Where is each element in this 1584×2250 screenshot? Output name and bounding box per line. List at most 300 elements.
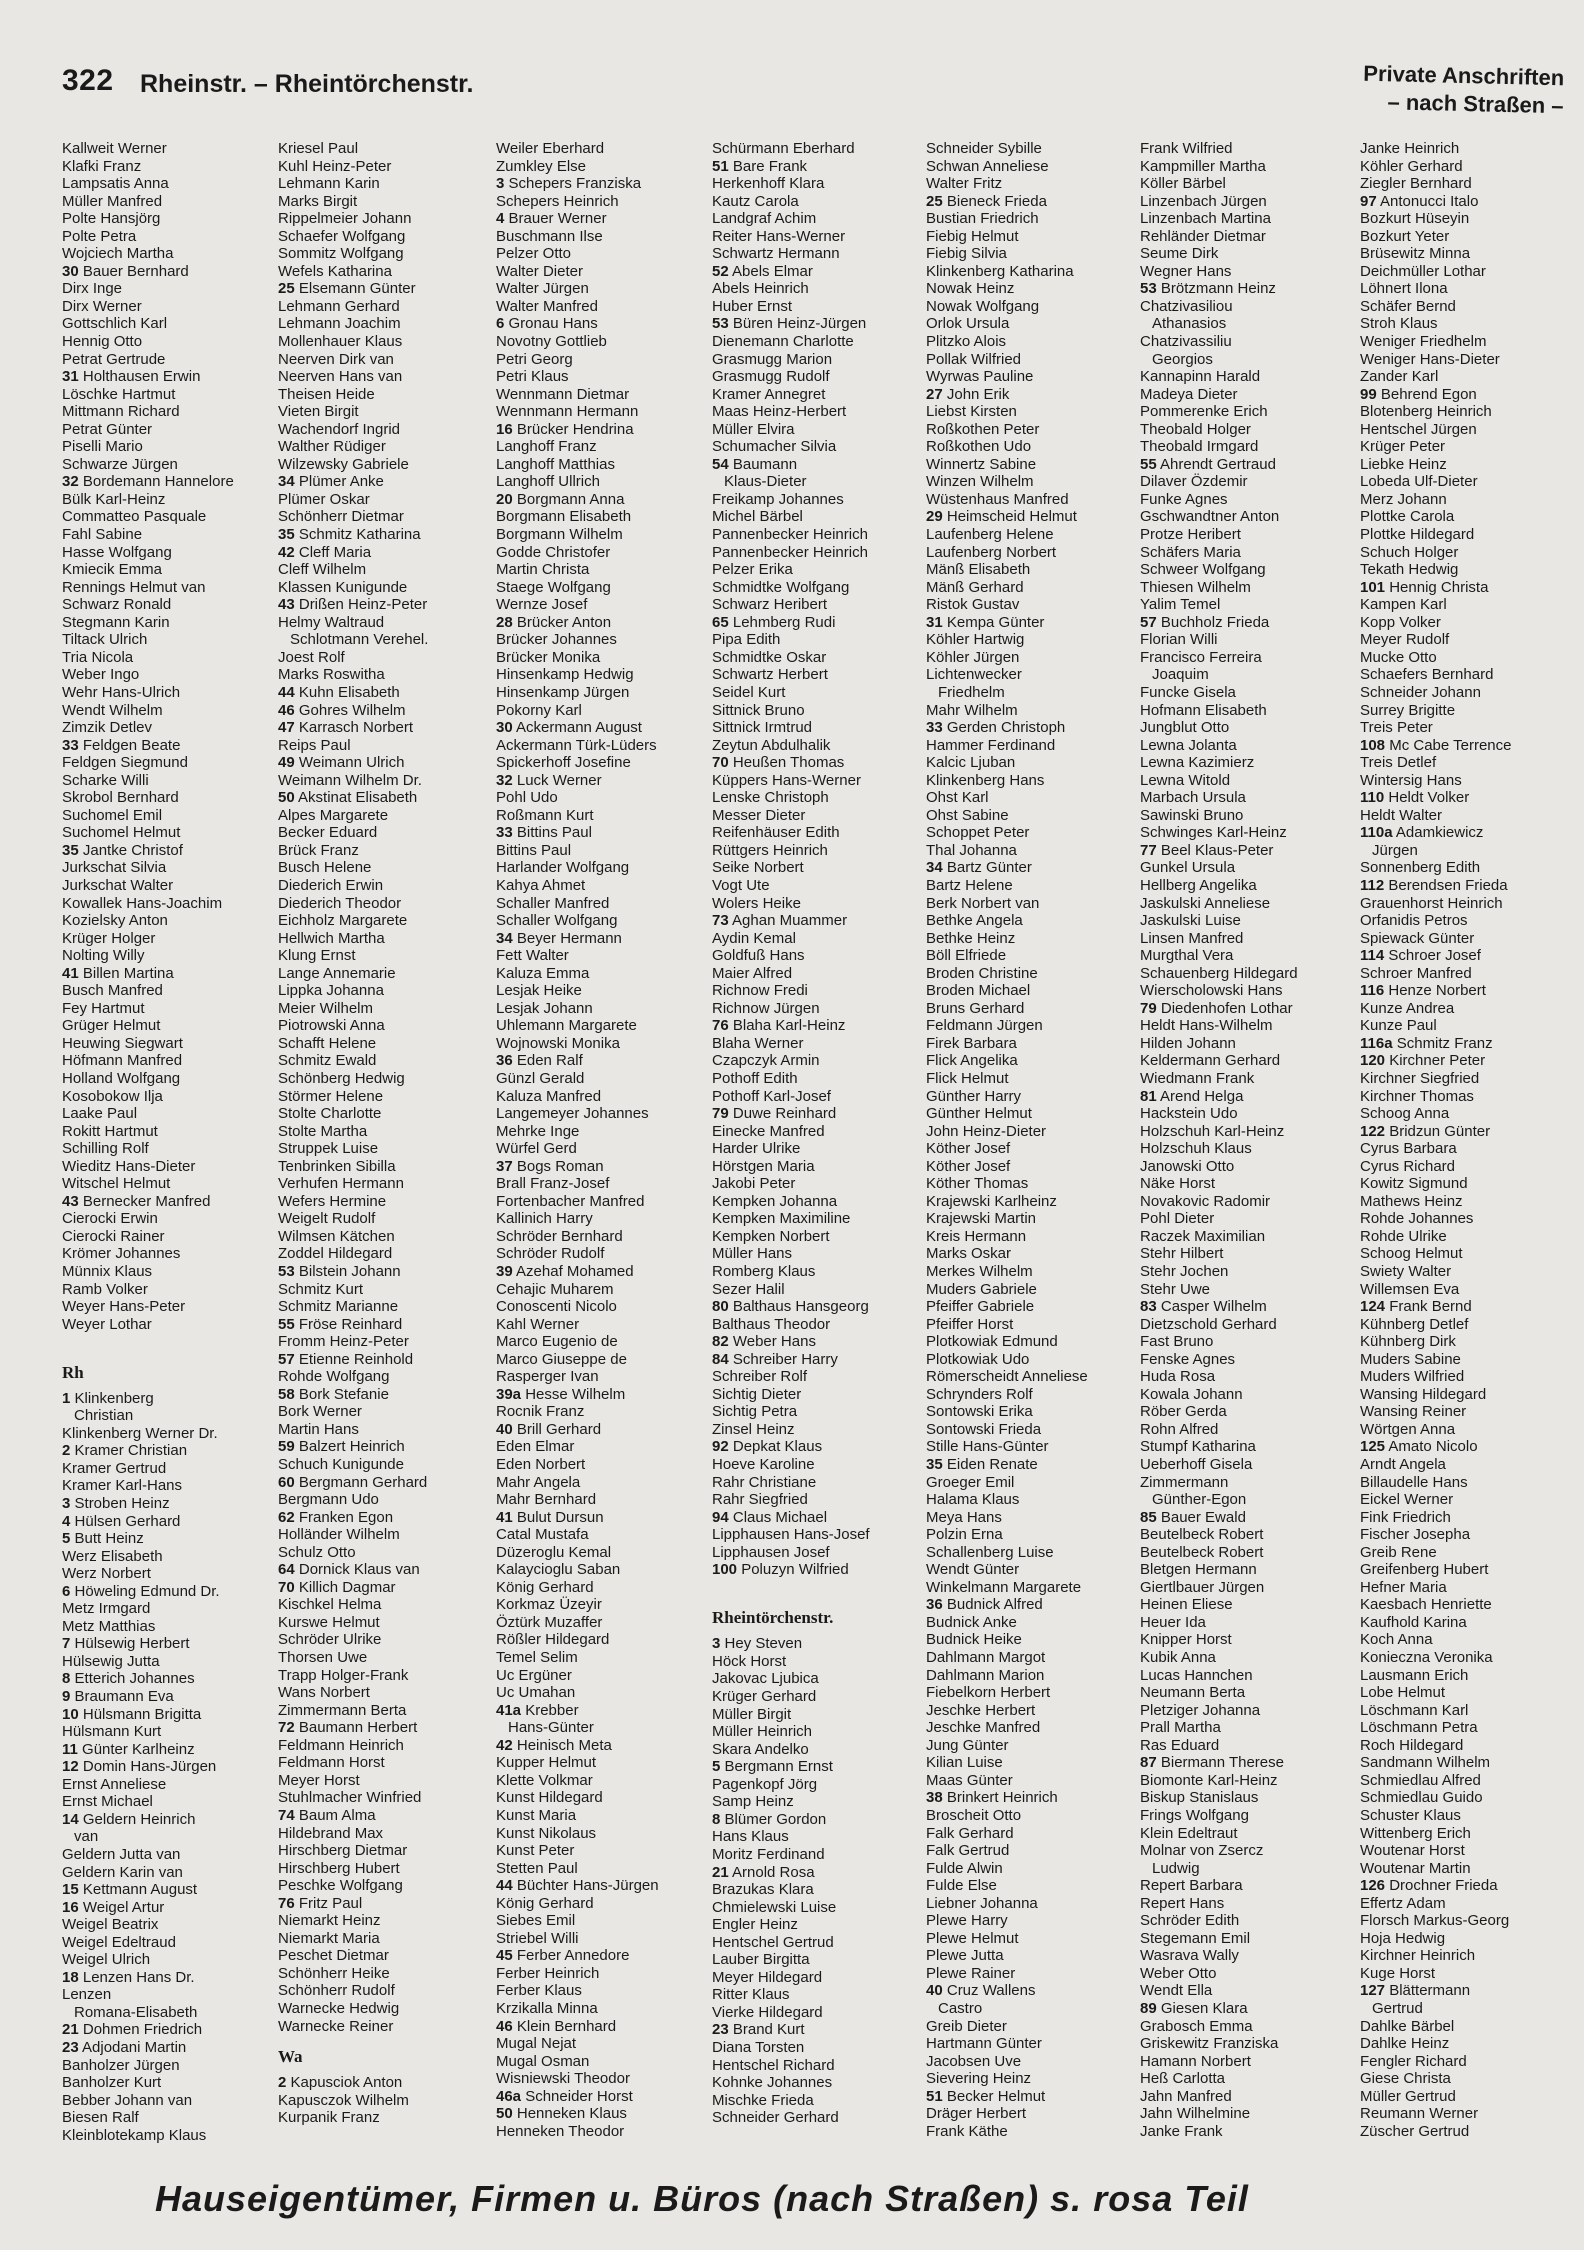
directory-entry [278,1491,484,1509]
directory-entry [1140,1333,1346,1351]
resident-name: Höweling Edmund Dr. [74,1582,220,1600]
directory-entry [926,2000,1132,2018]
directory-entry [62,368,268,386]
resident-name: Becker Eduard [278,824,378,842]
resident-name: Maier Alfred [712,964,793,982]
resident-name: Effertz Adam [1360,1894,1446,1912]
house-number: 70 [712,754,729,772]
directory-entry [62,1105,268,1123]
resident-name: Weigel Ulrich [62,1951,151,1969]
house-number: 46 [278,701,295,719]
house-number: 30 [496,719,513,737]
resident-name: Beyer Hermann [516,929,622,947]
resident-name: Domin Hans-Jürgen [82,1758,217,1776]
directory-entry [926,1754,1132,1772]
directory-entry [62,1793,268,1811]
resident-name: Bork Stefanie [298,1385,389,1403]
resident-name: Woutenar Horst [1360,1842,1465,1860]
directory-entry [1140,421,1346,439]
directory-entry [62,982,268,1000]
directory-entry [496,666,702,684]
resident-name: Heimscheid Helmut [946,508,1077,526]
directory-entry [496,754,702,772]
resident-name: Sichtig Petra [712,1403,798,1421]
resident-name: Brand Kurt [732,2021,805,2039]
house-number: 97 [1360,192,1377,210]
resident-name: Falk Gertrud [926,1842,1010,1860]
directory-entry [62,666,268,684]
directory-entry [712,1741,918,1759]
resident-name: Lipphausen Josef [712,1543,830,1561]
resident-name: Kaufhold Karina [1360,1613,1467,1631]
directory-entry [62,2092,268,2110]
directory-entry [496,1912,702,1930]
resident-name: Blotenberg Heinrich [1360,403,1492,421]
directory-entry [712,1000,918,1018]
resident-name: Hülsmann Kurt [62,1723,162,1741]
resident-name: Müller Hans [712,1245,793,1263]
resident-name: Schilling Rolf [62,1140,149,1158]
house-number: 79 [1140,999,1157,1017]
resident-name: König Gerhard [496,1578,594,1596]
directory-entry [1140,1263,1346,1281]
resident-name: Eden Ralf [516,1052,583,1070]
directory-entry [62,2074,268,2092]
resident-name: Bustian Friedrich [926,210,1039,228]
house-number: 3 [712,1635,721,1653]
directory-entry [1140,1965,1346,1983]
directory-entry [278,1088,484,1106]
house-number: 85 [1140,1508,1157,1526]
directory-entry [926,473,1132,491]
house-number: 108 [1360,736,1386,754]
resident-name: Arnold Rosa [732,1863,815,1881]
resident-name: Fiebig Silvia [926,245,1007,263]
resident-name: Schröder Bernhard [496,1227,623,1245]
directory-entry [496,737,702,755]
resident-name: Schönherr Heike [278,1964,390,1982]
directory-entry [62,1477,268,1495]
directory-entry [496,1281,702,1299]
resident-name: Wendt Ella [1140,1982,1213,2000]
house-number: 29 [926,508,943,526]
directory-entry [496,1386,702,1404]
directory-entry [496,2088,702,2106]
resident-name: Suchomel Helmut [62,824,181,842]
resident-name: Schwinges Karl-Heinz [1140,824,1287,842]
resident-name: Löhnert Ilona [1360,280,1448,298]
resident-name: Reifenhäuser Edith [712,824,840,842]
directory-entry [712,1776,918,1794]
directory-entry [926,1877,1132,1895]
directory-entry [278,1614,484,1632]
resident-name: Roßkothen Udo [926,438,1032,456]
directory-entry [1360,1088,1566,1106]
directory-entry [712,473,918,491]
resident-name: Sommitz Wolfgang [278,245,404,263]
resident-name: Freikamp Johannes [712,490,844,508]
resident-name: Schneider Sybille [926,140,1042,157]
resident-name: Helmy Waltraud [278,613,385,631]
resident-name: Luck Werner [516,771,602,789]
directory-entry [1140,1368,1346,1386]
directory-entry [926,263,1132,281]
directory-entry [1360,1596,1566,1614]
directory-entry [62,1758,268,1776]
resident-name: Blümer Gordon [724,1810,827,1828]
resident-name: Stroben Heinz [74,1495,170,1513]
house-number: 39a [496,1385,522,1403]
resident-name: Abels Elmar [732,262,813,280]
directory-entry [712,351,918,369]
directory-entry [278,1228,484,1246]
directory-entry [62,789,268,807]
house-number: 7 [62,1635,71,1653]
directory-entry [1360,772,1566,790]
house-number: 3 [62,1495,71,1513]
resident-name: Stille Hans-Günter [926,1438,1049,1456]
resident-name: Heinen Eliese [1140,1596,1233,1614]
directory-entry [712,175,918,193]
house-number: 41 [62,964,79,982]
house-number: 25 [926,192,943,210]
directory-entry [1360,1965,1566,1983]
directory-entry [62,1000,268,1018]
resident-name: Brazukas Klara [712,1881,814,1899]
resident-name: Plewe Harry [926,1912,1008,1930]
directory-entry [712,228,918,246]
resident-name: Berendsen Frieda [1388,876,1508,894]
resident-name: Orfanidis Petros [1360,912,1468,930]
resident-name: Flick Helmut [926,1069,1009,1087]
directory-entry [62,1228,268,1246]
directory-entry [496,298,702,316]
resident-name: Gschwandtner Anton [1140,508,1280,526]
directory-entry [496,1631,702,1649]
resident-name: Stumpf Katharina [1140,1438,1256,1456]
resident-name: Huda Rosa [1140,1368,1216,1386]
directory-entry [1360,2088,1566,2106]
directory-entry [1140,561,1346,579]
resident-name: Madeya Dieter [1140,385,1238,403]
resident-name: Marks Birgit [278,192,358,210]
resident-name: Hellwich Martha [278,929,385,947]
house-number: 59 [278,1438,295,1456]
house-number: 89 [1140,1999,1157,2017]
resident-name: Friedhelm [938,683,1005,701]
resident-name: Dietzschold Gerhard [1140,1315,1277,1333]
resident-name: Kuge Horst [1360,1964,1436,1982]
resident-name: Schröder Rudolf [496,1245,605,1263]
resident-name: Dräger Herbert [926,2105,1027,2123]
directory-column-3 [496,140,702,2140]
directory-entry [712,1544,918,1562]
directory-entry [926,684,1132,702]
resident-name: Jurkschat Walter [62,876,174,894]
resident-name: Stetten Paul [496,1859,578,1877]
resident-name: Metz Irmgard [62,1600,151,1618]
directory-entry [278,737,484,755]
resident-name: Rößler Hildegard [496,1631,610,1649]
directory-entry [712,1653,918,1671]
resident-name: Schmidtke Oskar [712,648,827,666]
directory-entry [278,1140,484,1158]
house-number: 42 [278,543,295,561]
resident-name: Spickerhoff Josefine [496,754,631,772]
resident-name: Wehr Hans-Ulrich [62,683,181,701]
house-number: 79 [712,1105,729,1123]
directory-entry [62,245,268,263]
directory-entry [1140,789,1346,807]
resident-name: Günther-Egon [1152,1491,1247,1509]
resident-name: Mehrke Inge [496,1122,580,1140]
directory-entry [712,193,918,211]
directory-entry [1360,1281,1566,1299]
resident-name: Busch Manfred [62,982,163,1000]
resident-name: Repert Hans [1140,1894,1225,1912]
resident-name: Killich Dagmar [298,1578,396,1596]
directory-entry [278,1860,484,1878]
resident-name: Schaller Manfred [496,894,610,912]
directory-entry [496,1105,702,1123]
directory-entry [496,1509,702,1527]
resident-name: Wennmann Dietmar [496,385,630,403]
directory-entry [1360,1912,1566,1930]
directory-entry [496,1070,702,1088]
house-number: 83 [1140,1298,1157,1316]
resident-name: Störmer Helene [278,1087,384,1105]
directory-entry [62,298,268,316]
resident-name: Näke Horst [1140,1175,1216,1193]
directory-entry [1140,1456,1346,1474]
resident-name: Büchter Hans-Jürgen [516,1877,659,1895]
directory-entry [712,491,918,509]
resident-name: Köhler Gerhard [1360,157,1463,175]
directory-entry [712,1899,918,1917]
directory-entry [926,1263,1132,1281]
directory-entry [712,2057,918,2075]
directory-entry [62,1846,268,1864]
house-number: 11 [62,1740,78,1758]
directory-entry [62,1530,268,1548]
directory-entry [496,473,702,491]
resident-name: Billen Martina [82,964,174,982]
resident-name: Ernst Michael [62,1793,153,1811]
resident-name: Falk Gerhard [926,1824,1014,1842]
directory-entry [496,2018,702,2036]
house-number: 126 [1360,1877,1386,1895]
resident-name: Müller Birgit [712,1705,792,1723]
directory-entry [1140,2000,1346,2018]
directory-entry [62,544,268,562]
resident-name: Roßmann Kurt [496,806,594,824]
directory-entry [278,912,484,930]
resident-name: Drißen Heinz-Peter [298,596,428,614]
directory-entry [278,228,484,246]
resident-name: Kirchner Heinrich [1360,1947,1476,1965]
resident-name: Fröse Reinhard [298,1315,403,1333]
resident-name: Stuhlmacher Winfried [278,1789,422,1807]
house-number: 43 [62,1192,79,1210]
house-number: 55 [1140,455,1157,473]
resident-name: Henze Norbert [1388,982,1486,1000]
resident-name: Krajewski Karlheinz [926,1192,1057,1210]
directory-entry [1140,1667,1346,1685]
directory-entry [496,1438,702,1456]
directory-entry [496,508,702,526]
resident-name: Feldmann Heinrich [278,1736,404,1754]
resident-name: Schuster Klaus [1360,1806,1461,1824]
resident-name: Balthaus Hansgeorg [732,1298,869,1316]
resident-name: Lucas Hannchen [1140,1666,1253,1684]
resident-name: Pannenbecker Heinrich [712,526,868,544]
resident-name: Kirchner Siegfried [1360,1069,1480,1087]
directory-entry [926,877,1132,895]
resident-name: Kischkel Helma [278,1596,382,1614]
directory-entry [926,596,1132,614]
directory-entry [926,368,1132,386]
directory-entry [62,930,268,948]
directory-entry [1140,1825,1346,1843]
resident-name: Brill Gerhard [516,1420,602,1438]
directory-entry [1360,1491,1566,1509]
directory-entry [62,579,268,597]
resident-name: Rahr Christiane [712,1473,817,1491]
resident-name: Wiedmann Frank [1140,1069,1255,1087]
resident-name: Beutelbeck Robert [1140,1526,1264,1544]
directory-entry [278,1193,484,1211]
resident-name: Schwartz Hermann [712,245,840,263]
resident-name: Raczek Maximilian [1140,1227,1266,1245]
resident-name: Kubik Anna [1140,1649,1216,1667]
resident-name: Jung Günter [926,1736,1009,1754]
directory-entry [926,1105,1132,1123]
directory-entry [712,1052,918,1070]
resident-name: Biesen Ralf [62,2109,139,2127]
house-number: 57 [278,1350,295,1368]
running-head: Rheinstr. – Rheintörchenstr. [140,70,474,98]
directory-entry [496,315,702,333]
directory-entry [278,1000,484,1018]
directory-entry [1360,526,1566,544]
directory-entry [278,421,484,439]
resident-name: Laufenberg Helene [926,526,1054,544]
directory-entry [278,158,484,176]
resident-name: Orlok Ursula [926,315,1010,333]
resident-name: Tiltack Ulrich [62,631,148,649]
directory-entry [278,1263,484,1281]
directory-entry [278,1807,484,1825]
resident-name: Günter Karlheinz [82,1740,195,1758]
directory-entry [496,1544,702,1562]
directory-entry [1360,1193,1566,1211]
directory-entry [62,1741,268,1759]
directory-entry [1360,1421,1566,1439]
directory-entry [1360,1649,1566,1667]
house-number: 45 [496,1947,513,1965]
house-number: 99 [1360,385,1377,403]
directory-entry [926,702,1132,720]
directory-entry [278,245,484,263]
resident-name: Bethke Heinz [926,929,1016,947]
directory-entry [1140,315,1346,333]
resident-name: Henneken Theodor [496,2122,625,2140]
directory-entry [496,1649,702,1667]
house-number: 5 [712,1758,721,1776]
directory-entry [1140,544,1346,562]
resident-name: Seike Norbert [712,859,804,877]
directory-entry [496,263,702,281]
resident-name: Grauenhorst Heinrich [1360,894,1503,912]
directory-entry [62,1864,268,1882]
directory-entry [496,1210,702,1228]
resident-name: Kühnberg Dirk [1360,1333,1456,1351]
house-number: 82 [712,1333,729,1351]
house-number: 5 [62,1530,71,1548]
house-number: 34 [278,473,295,491]
resident-name: Biermann Therese [1160,1754,1284,1772]
resident-name: Piselli Mario [62,438,143,456]
directory-entry [1140,1719,1346,1737]
resident-name: Sandmann Wilhelm [1360,1754,1491,1772]
resident-name: Bilstein Johann [298,1263,401,1280]
house-number: 6 [62,1582,71,1600]
directory-entry [1360,386,1566,404]
resident-name: Neerven Dirk van [278,350,394,368]
directory-entry [278,333,484,351]
resident-name: Diedenhofen Lothar [1160,999,1293,1017]
resident-name: Schumacher Silvia [712,438,837,456]
resident-name: Wennmann Hermann [496,403,639,421]
resident-name: Depkat Klaus [732,1438,823,1456]
resident-name: Nowak Wolfgang [926,297,1040,315]
resident-name: Frank Bernd [1389,1298,1472,1316]
resident-name: Billaudelle Hans [1360,1473,1468,1491]
resident-name: Kampmiller Martha [1140,157,1266,175]
resident-name: Muders Sabine [1360,1350,1461,1368]
resident-name: Wansing Reiner [1360,1403,1467,1421]
house-number: 31 [926,613,943,631]
resident-name: Maas Heinz-Herbert [712,403,847,421]
resident-name: Klinkenberg Hans [926,771,1045,789]
directory-entry [926,1088,1132,1106]
resident-name: Antonucci Italo [1380,192,1479,210]
resident-name: Lewna Witold [1140,771,1231,789]
directory-entry [496,1052,702,1070]
directory-entry [1140,649,1346,667]
resident-name: Uhlemann Margarete [496,1017,637,1035]
resident-name: Kempa Günter [946,613,1045,631]
directory-entry [712,298,918,316]
resident-name: Hirschberg Dietmar [278,1842,408,1860]
resident-name: Heldt Walter [1360,806,1442,824]
resident-name: Sichtig Dieter [712,1385,802,1403]
directory-entry [712,333,918,351]
resident-name: Heußen Thomas [732,754,845,772]
resident-name: Plümer Anke [298,473,384,491]
resident-name: Francisco Ferreira [1140,648,1262,666]
house-number: 33 [62,736,79,754]
resident-name: Heldt Volker [1388,789,1470,807]
directory-entry [926,1421,1132,1439]
resident-name: Stroh Klaus [1360,315,1438,333]
directory-entry [1360,193,1566,211]
resident-name: Ritter Klaus [712,1986,790,2004]
directory-entry [62,386,268,404]
directory-entry [62,947,268,965]
resident-name: Ristok Gustav [926,596,1020,614]
resident-name: Krömer Johannes [62,1245,181,1263]
